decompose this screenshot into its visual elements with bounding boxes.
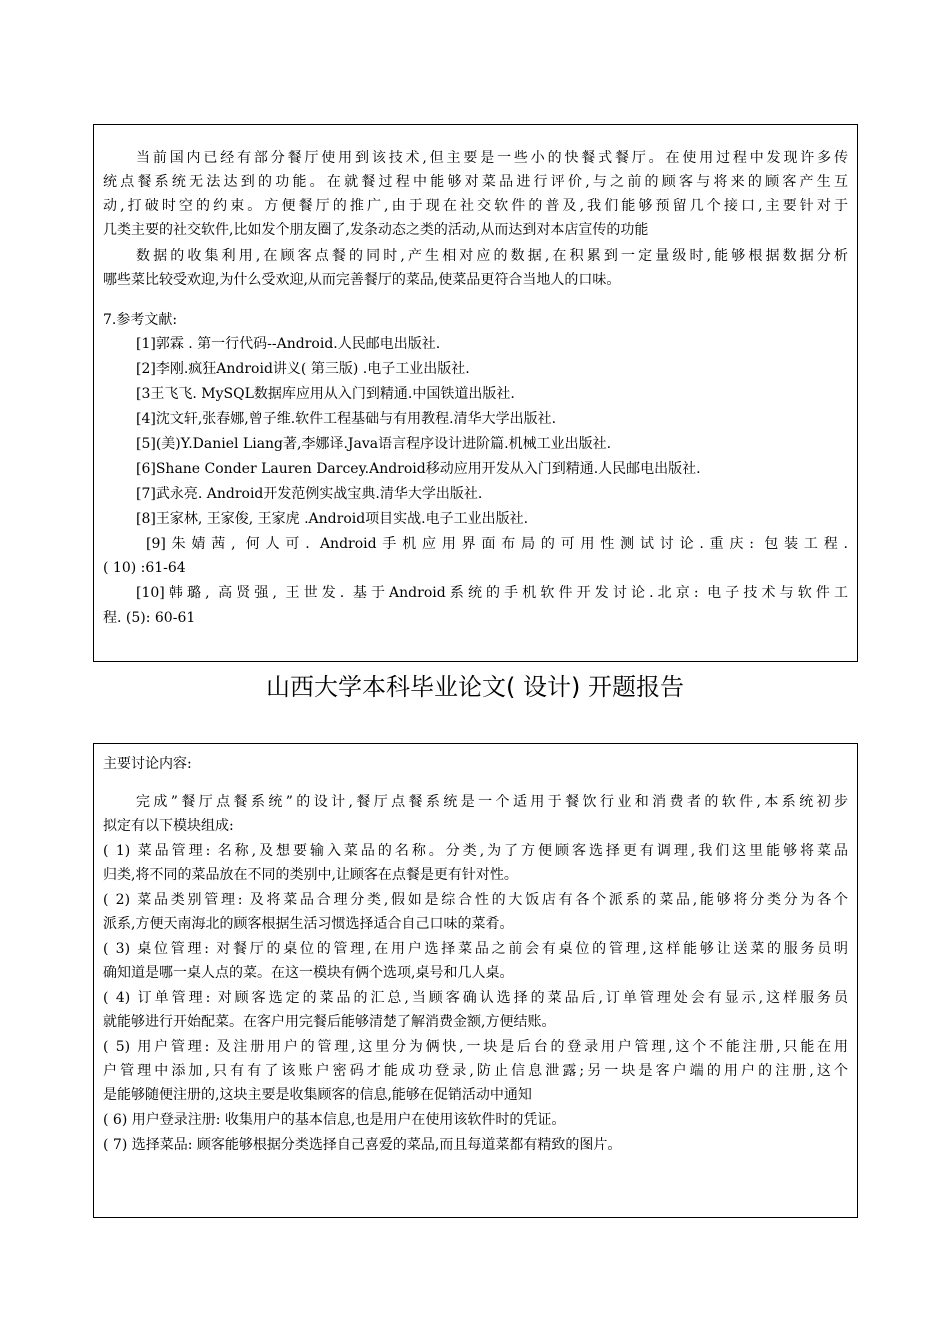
text-line: 完成”餐厅点餐系统”的设计,餐厅点餐系统是一个适用于餐饮行业和消费者的软件,本系统初步: [136, 794, 848, 810]
section-heading: 主要讨论内容:: [103, 756, 192, 772]
section-top-box: [93, 124, 858, 662]
text-line: 拟定有以下模块组成:: [103, 818, 234, 834]
module-item: ( 7) 选择菜品: 顾客能够根据分类选择自己喜爱的菜品,而且每道菜都有精致的图片。: [103, 1137, 622, 1153]
reference-item: [4]沈文轩,张春娜,曾子维.软件工程基础与有用教程.清华大学出版社.: [136, 411, 557, 427]
module-item: ( 6) 用户登录注册: 收集用户的基本信息,也是用户在使用该软件时的凭证。: [103, 1112, 566, 1128]
module-item-continued: 归类,将不同的菜品放在不同的类别中,让顾客在点餐是更有针对性。: [103, 867, 518, 883]
module-item-continued: 户管理中添加,只有有了该账户密码才能成功登录,防止信息泄露;另一块是客户端的用户的注册,这个: [103, 1063, 848, 1079]
reference-item: [9]朱婧茜, 何人可. Android手机应用界面布局的可用性测试讨论.重庆: 包装工程.: [146, 536, 848, 552]
reference-item-continued: ( 10) :61-64: [103, 560, 186, 576]
reference-item: [1]郭霖 . 第一行代码--Android.人民邮电出版社.: [136, 336, 441, 352]
references-heading: 7.参考文献:: [103, 312, 178, 328]
text-line: 统点餐系统无法达到的功能。在就餐过程中能够对菜品进行评价,与之前的顾客与将来的顾客产生互: [103, 174, 848, 190]
module-item-continued: 确知道是哪一桌人点的菜。在这一模块有俩个选项,桌号和几人桌。: [103, 965, 514, 981]
reference-item: [7]武永亮. Android开发范例实战宝典.清华大学出版社.: [136, 486, 483, 502]
module-item-continued: 派系,方便天南海北的顾客根据生活习惯选择适合自己口味的菜肴。: [103, 916, 514, 932]
text-line: 当前国内已经有部分餐厅使用到该技术,但主要是一些小的快餐式餐厅。在使用过程中发现许多传: [136, 150, 848, 166]
section-bottom-box: [93, 743, 858, 1218]
reference-item: [8]王家林, 王家俊, 王家虎 .Android项目实战.电子工业出版社.: [136, 511, 529, 527]
module-item: ( 5) 用户管理: 及注册用户的管理,这里分为俩快,一块是后台的登录用户管理,这个不能注册,只能在用: [103, 1039, 848, 1055]
module-item: ( 4) 订单管理: 对顾客选定的菜品的汇总,当顾客确认选择的菜品后,订单管理处会有显示,这样服务员: [103, 990, 848, 1006]
reference-item: [6]Shane Conder Lauren Darcey.Android移动应用开发从入门到精通.人民邮电出版社.: [136, 461, 701, 477]
text-line: 动,打破时空的约束。方便餐厅的推广,由于现在社交软件的普及,我们能够预留几个接口,主要针对于: [103, 198, 848, 214]
reference-item: [5](美)Y.Daniel Liang著,李娜译.Java语言程序设计进阶篇.机械工业出版社.: [136, 436, 612, 452]
text-line: 几类主要的社交软件,比如发个朋友圈了,发条动态之类的活动,从而达到对本店宣传的功能: [103, 222, 649, 238]
text-line: 数据的收集利用,在顾客点餐的同时,产生相对应的数据,在积累到一定量级时,能够根据数据分析: [136, 248, 848, 264]
reference-item: [2]李刚.疯狂Android讲义( 第三版) .电子工业出版社.: [136, 361, 470, 377]
text-line: 哪些菜比较受欢迎,为什么受欢迎,从而完善餐厅的菜品,使菜品更符合当地人的口味。: [103, 272, 621, 288]
page-title: 山西大学本科毕业论文( 设计) 开题报告: [266, 673, 684, 701]
module-item: ( 1) 菜品管理: 名称,及想要输入菜品的名称。分类,为了方便顾客选择更有调理,我们这里能够将菜品: [103, 843, 848, 859]
module-item-continued: 是能够随便注册的,这块主要是收集顾客的信息,能够在促销活动中通知: [103, 1087, 532, 1103]
reference-item: [10]韩璐, 高贤强, 王世发. 基于Android系统的手机软件开发讨论.北京: 电子技术与软件工: [136, 585, 848, 601]
module-item-continued: 就能够进行开始配菜。在客户用完餐后能够清楚了解消费金额,方便结账。: [103, 1014, 556, 1030]
module-item: ( 2) 菜品类别管理: 及将菜品合理分类,假如是综合性的大饭店有各个派系的菜品,能够将分类分为各个: [103, 892, 848, 908]
module-item: ( 3) 桌位管理: 对餐厅的桌位的管理,在用户选择菜品之前会有桌位的管理,这样能够让送菜的服务员明: [103, 941, 848, 957]
reference-item: [3王飞飞. MySQL数据库应用从入门到精通.中国铁道出版社.: [136, 386, 515, 402]
reference-item-continued: 程. (5): 60-61: [103, 610, 196, 626]
